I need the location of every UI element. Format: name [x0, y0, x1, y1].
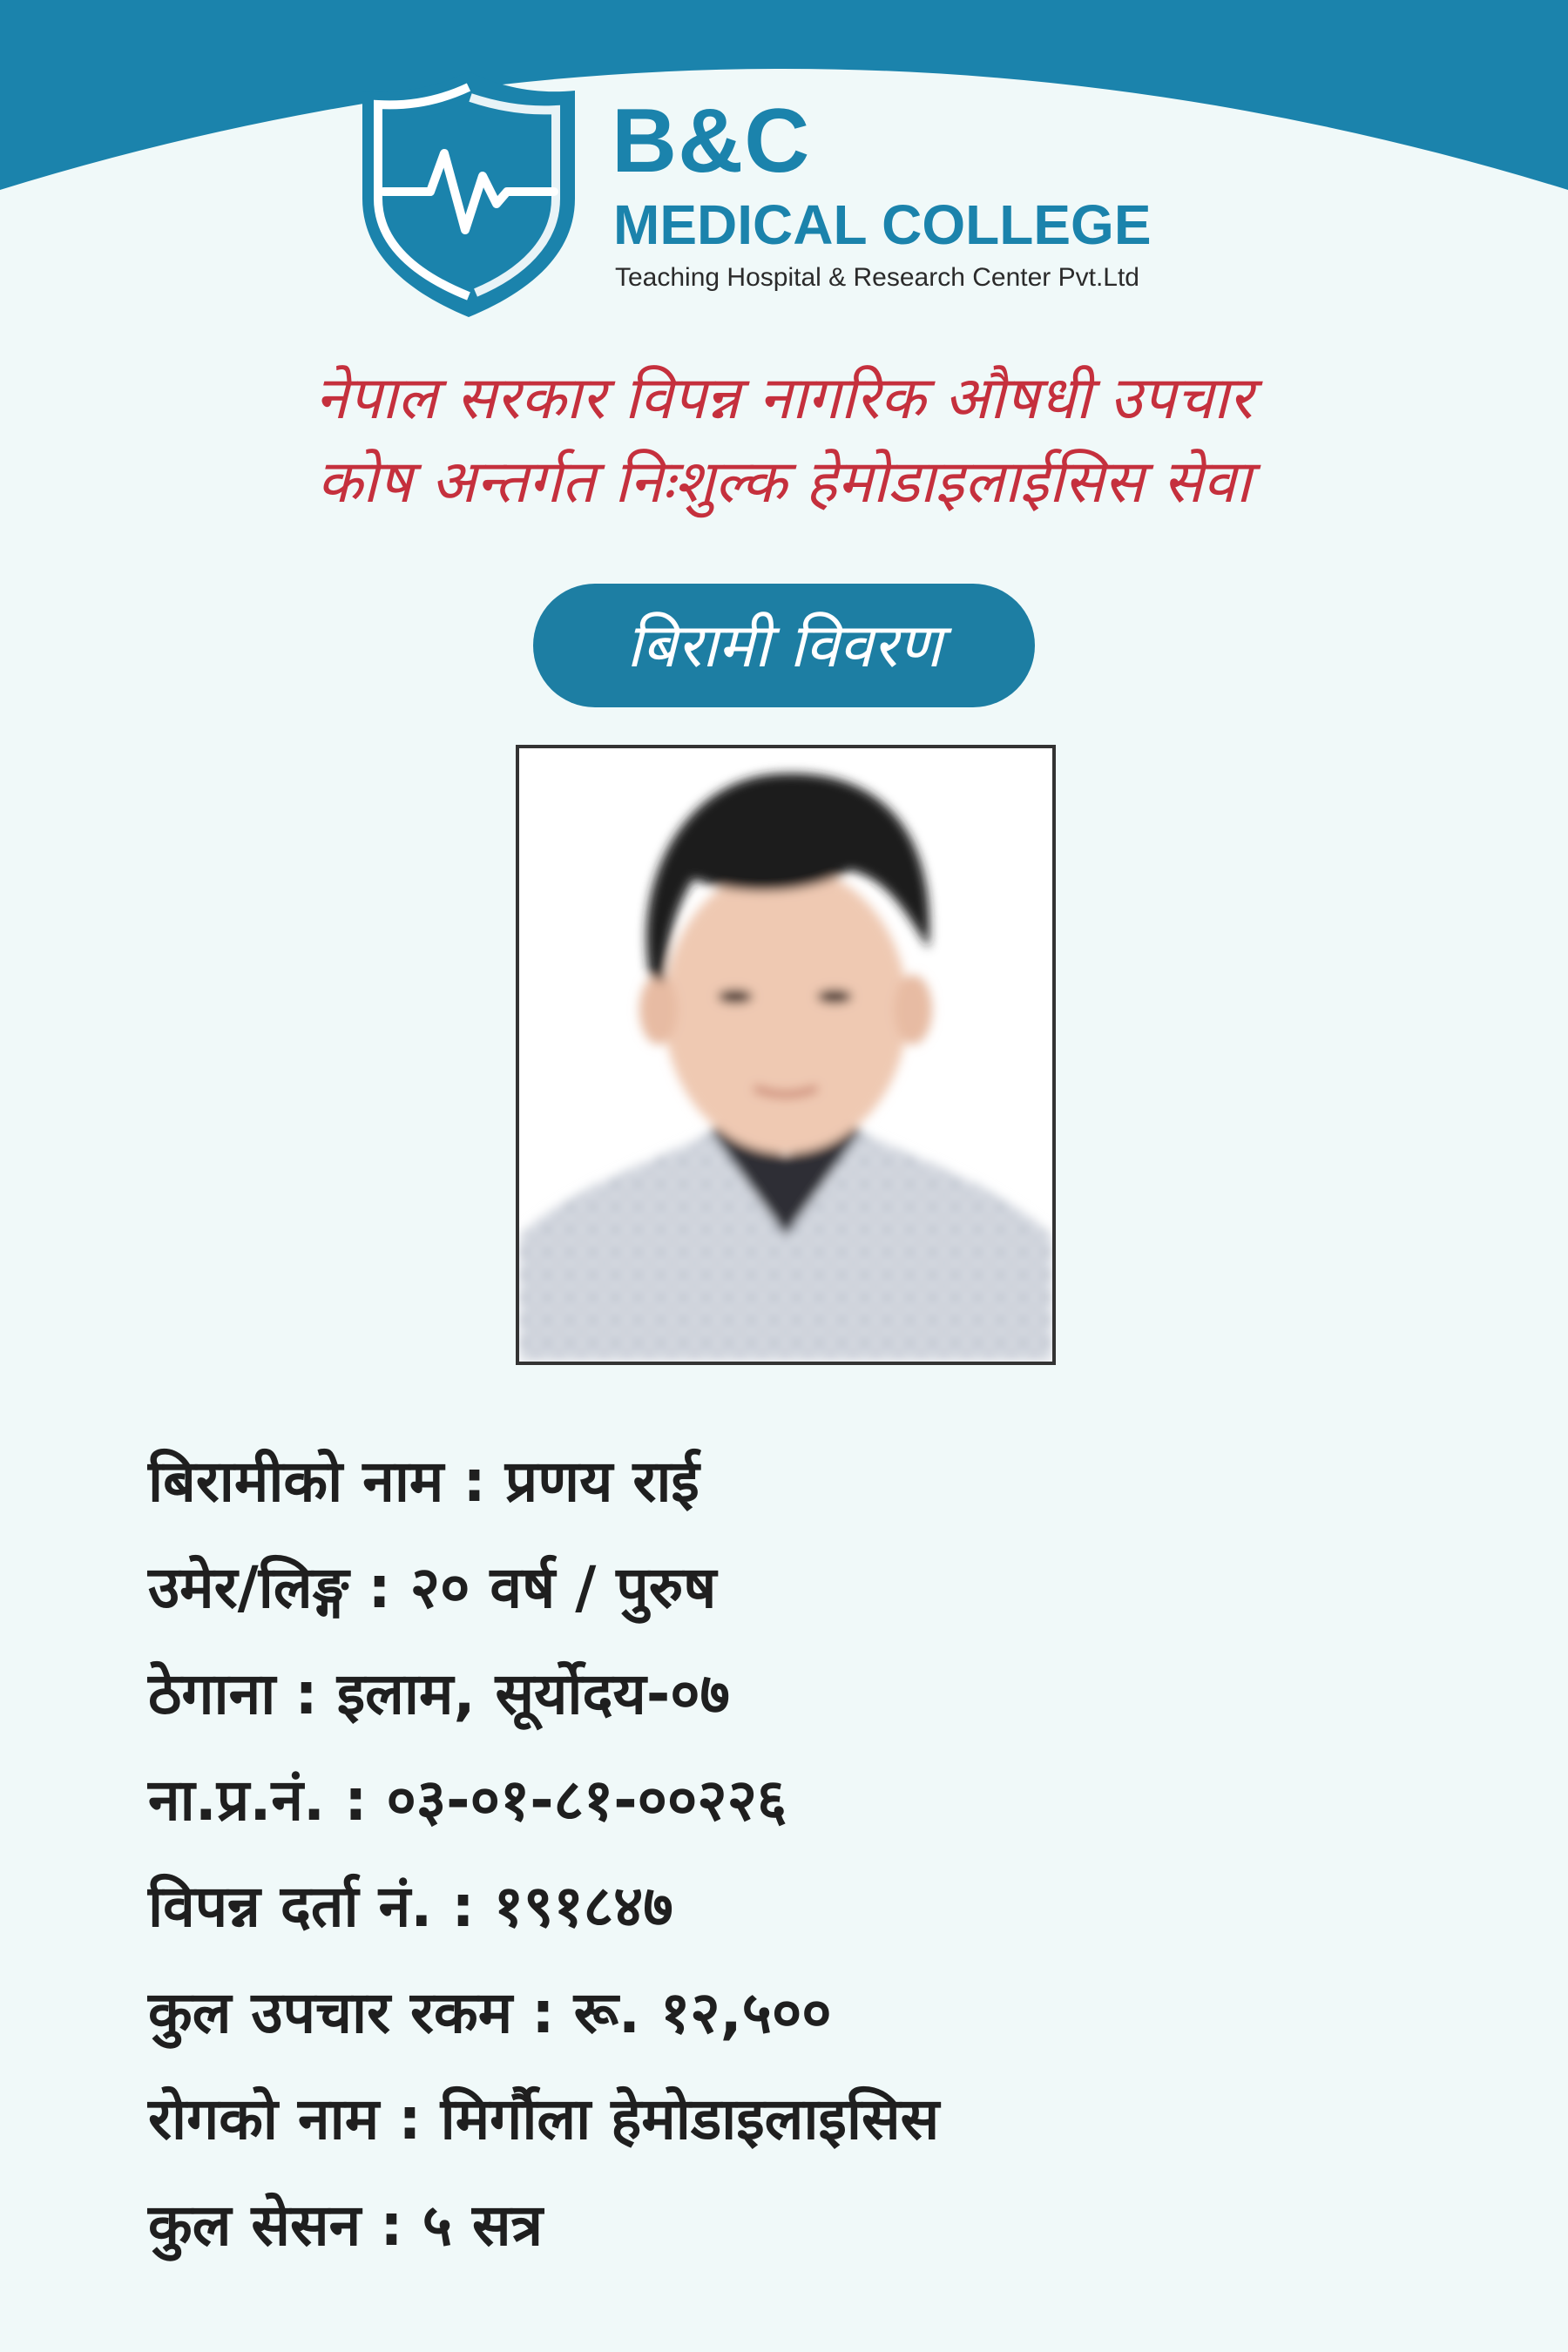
patient-details — [148, 1429, 1455, 2279]
label-separator: : — [531, 1979, 555, 2046]
label-separator: : — [380, 2192, 403, 2259]
shield-heartbeat-icon — [357, 68, 580, 321]
college-name: MEDICAL COLLEGE — [613, 193, 1152, 256]
sessions-label: कुल सेसन — [148, 2192, 362, 2259]
disease-label: रोगको नाम — [148, 2085, 380, 2153]
disease-value: मिर्गौला हेमोडाइलाइसिस — [440, 2085, 940, 2153]
service-headline — [70, 357, 1498, 524]
detail-row-name — [148, 1429, 1455, 1535]
age-gender-label: उमेर/लिङ्ग — [148, 1554, 349, 1621]
detail-row-sessions — [148, 2173, 1455, 2279]
label-separator: : — [463, 1448, 486, 1515]
patient-photo — [516, 745, 1056, 1365]
headline-line-1: नेपाल सरकार विपन्न नागरिक औषधी उपचार — [314, 364, 1254, 433]
detail-row-age-gender — [148, 1535, 1455, 1641]
age-gender-value: २० वर्ष / पुरुष — [409, 1554, 717, 1621]
detail-row-registration — [148, 1854, 1455, 1960]
name-label: बिरामीको नाम — [148, 1448, 444, 1515]
patient-portrait — [519, 748, 1052, 1362]
label-separator: : — [398, 2085, 422, 2153]
amount-value: रू. १२,५०० — [573, 1979, 832, 2046]
address-label: ठेगाना — [148, 1660, 276, 1727]
label-separator: : — [344, 1767, 368, 1834]
citizenship-label: ना.प्र.नं. — [148, 1767, 326, 1834]
detail-row-address — [148, 1641, 1455, 1747]
name-value: प्रणय राई — [504, 1448, 700, 1515]
headline-line-2: कोष अन्तर्गत निःशुल्क हेमोडाइलाईसिस सेवा — [316, 448, 1252, 517]
detail-row-citizenship — [148, 1747, 1455, 1854]
sessions-value: ५ सत्र — [422, 2192, 544, 2259]
label-separator: : — [451, 1873, 475, 1940]
section-title-badge: बिरामी विवरण — [533, 584, 1035, 707]
college-logo — [357, 68, 1228, 329]
citizenship-value: ०३-०१-८१-००२२६ — [386, 1767, 787, 1834]
address-value: इलाम, सूर्योदय-०७ — [336, 1660, 730, 1727]
brand-name: B&C — [612, 91, 811, 192]
detail-row-disease — [148, 2066, 1455, 2173]
amount-label: कुल उपचार रकम — [148, 1979, 513, 2046]
registration-label: विपन्न दर्ता नं. — [148, 1873, 433, 1940]
college-tagline: Teaching Hospital & Research Center Pvt.Ltd — [615, 263, 1139, 292]
label-separator: : — [368, 1554, 391, 1621]
label-separator: : — [294, 1660, 318, 1727]
detail-row-amount — [148, 1960, 1455, 2066]
registration-value: १९१८४७ — [493, 1873, 673, 1940]
